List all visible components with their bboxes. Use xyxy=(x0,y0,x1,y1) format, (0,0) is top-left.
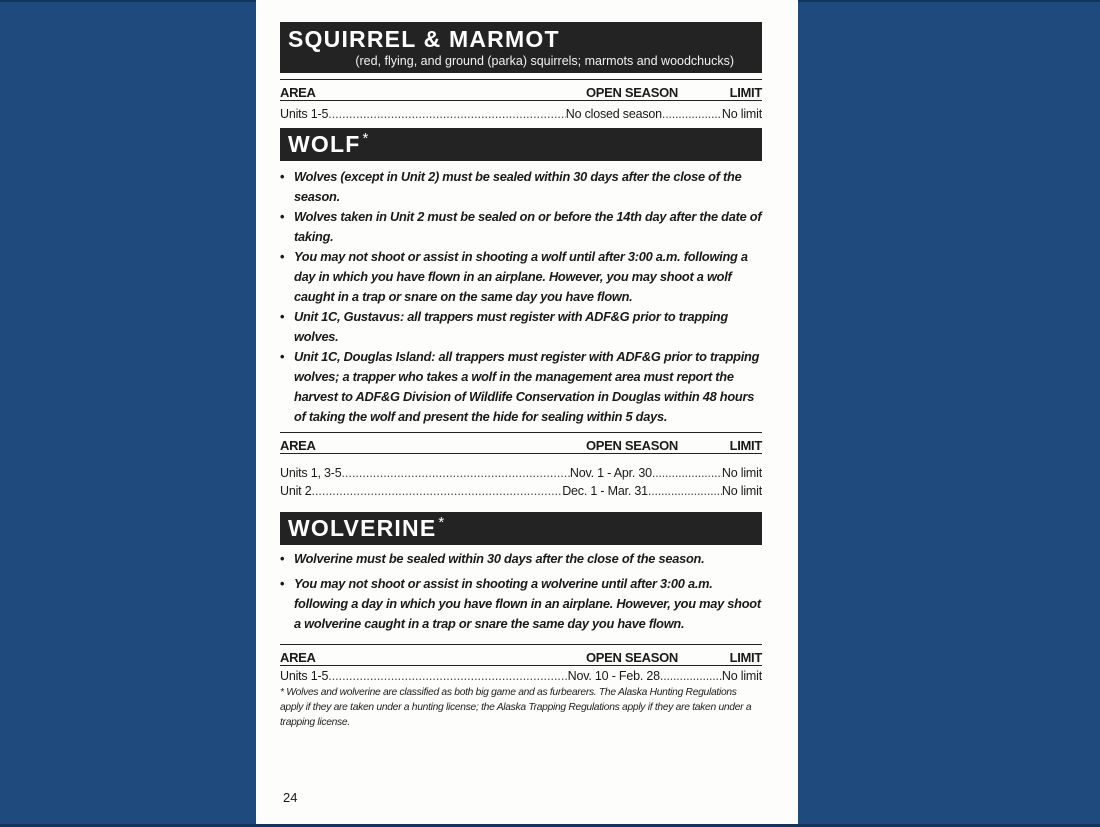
wolverine-table-header xyxy=(280,644,762,666)
row-limit: No limit xyxy=(721,669,762,683)
wolf-title: WOLF xyxy=(288,131,361,157)
header-limit: LIMIT xyxy=(729,650,762,665)
list-item: • Wolves taken in Unit 2 must be sealed on or before the 14th day after the date of taking. xyxy=(280,207,762,247)
table-row xyxy=(280,482,762,500)
list-item: • You may not shoot or assist in shooting a wolf until after 3:00 a.m. following a day in which you have flown in an airplane. However, you may shoot a wolf caught in a trap or snare on the same day you have flown. xyxy=(280,247,762,307)
header-area: AREA xyxy=(280,650,316,665)
page-content xyxy=(280,22,762,730)
row-limit: No limit xyxy=(721,466,762,480)
header-limit: LIMIT xyxy=(729,438,762,453)
row-season: Dec. 1 - Mar. 31 xyxy=(562,484,648,498)
wolf-table-header xyxy=(280,432,762,454)
table-row xyxy=(280,105,762,123)
wolf-rules-list xyxy=(280,167,762,427)
leader-dots xyxy=(652,464,722,482)
row-season: Nov. 1 - Apr. 30 xyxy=(569,466,652,480)
wolverine-asterisk: * xyxy=(438,514,445,531)
header-area: AREA xyxy=(280,85,316,100)
leader-dots xyxy=(648,482,722,500)
page-number: 24 xyxy=(283,790,298,805)
wolverine-title: WOLVERINE xyxy=(288,515,437,541)
row-area: Units 1, 3-5 xyxy=(280,466,342,480)
document-page xyxy=(256,0,798,827)
row-limit: No limit xyxy=(721,484,762,498)
wolf-asterisk: * xyxy=(362,130,369,147)
list-item: • Unit 1C, Gustavus: all trappers must register with ADF&G prior to trapping wolves. xyxy=(280,307,762,347)
squirrel-table-header xyxy=(280,79,762,101)
row-season: Nov. 10 - Feb. 28 xyxy=(567,669,660,683)
footnote: * Wolves and wolverine are classified as both big game and as furbearers. The Alaska Hunting Regulations apply if they are taken under a hunting license; the Alaska Trapping Regulations apply if they are taken under a trapping license. xyxy=(280,687,752,728)
wolverine-rules-list xyxy=(280,549,762,634)
leader-dots xyxy=(662,105,722,123)
header-limit: LIMIT xyxy=(729,85,762,100)
list-item: • Wolverine must be sealed within 30 days after the close of the season. xyxy=(280,549,762,569)
header-open-season: OPEN SEASON xyxy=(585,650,679,665)
list-item: • Unit 1C, Douglas Island: all trappers must register with ADF&G prior to trapping wolves; a trapper who takes a wolf in the management area must report the harvest to ADF&G Division of Wildlife Conservation in Douglas within 48 hours of taking the wolf and present the hide for sealing within 5 days. xyxy=(280,347,762,427)
wolverine-banner xyxy=(280,512,762,545)
leader-dots xyxy=(328,667,567,685)
list-item: • You may not shoot or assist in shooting a wolverine until after 3:00 a.m. following a day in which you have flown in an airplane. However, you may shoot a wolverine caught in a trap or snare the same day you have flown. xyxy=(280,574,762,634)
row-area: Units 1-5 xyxy=(280,107,329,121)
row-area: Units 1-5 xyxy=(280,669,329,683)
list-item: • Wolves (except in Unit 2) must be sealed within 30 days after the close of the season. xyxy=(280,167,762,207)
leader-dots xyxy=(342,464,570,482)
leader-dots xyxy=(328,105,566,123)
header-open-season: OPEN SEASON xyxy=(585,438,679,453)
header-open-season: OPEN SEASON xyxy=(585,85,679,100)
row-limit: No limit xyxy=(721,107,762,121)
leader-dots xyxy=(660,667,722,685)
squirrel-title: SQUIRREL & MARMOT xyxy=(288,26,560,52)
wolf-banner xyxy=(280,128,762,161)
squirrel-subtitle: (red, flying, and ground (parka) squirrels; marmots and woodchucks) xyxy=(355,54,734,68)
squirrel-banner xyxy=(280,22,762,73)
table-row xyxy=(280,667,762,685)
leader-dots xyxy=(311,482,562,500)
table-row xyxy=(280,464,762,482)
row-area: Unit 2 xyxy=(280,484,312,498)
header-area: AREA xyxy=(280,438,316,453)
row-season: No closed season xyxy=(565,107,662,121)
